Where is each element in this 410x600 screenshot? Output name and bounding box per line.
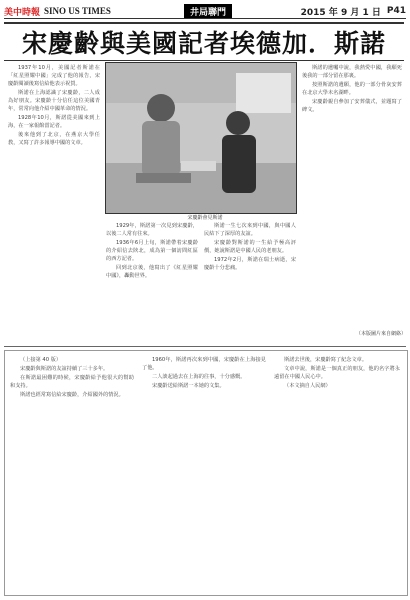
paragraph: 1937年10月，美國記者斯諾在「紅星照耀中國」完成了他的報告，宋慶齡閱讀後寫信給他表示祝賀。 — [8, 65, 100, 87]
page-number: P41 — [386, 6, 406, 16]
brand-cn: 美中時報 — [4, 7, 41, 18]
issue-date: 2015 年 9 月 1 日 — [300, 7, 381, 18]
paragraph: 宋慶齡對斯諾的一生給予極高評價，她說斯諾是中國人民的老朋友。 — [204, 240, 296, 254]
brand-en: SINO US TIMES — [44, 6, 111, 16]
paragraph: 按照斯諾的遺願，他的一部分骨灰安葬在北京大學未名湖畔。 — [302, 82, 402, 96]
continued-col-2 — [142, 356, 266, 588]
image-source-note: （本版圖片來自網絡） — [355, 331, 406, 337]
title-box — [4, 22, 404, 61]
paragraph: 斯諾一生七次來到中國，與中國人民結下了深厚的友誼。 — [204, 223, 296, 237]
page-header — [4, 4, 406, 19]
paragraph: 二人談起過去在上海的往事，十分感慨。 — [152, 374, 246, 380]
paragraph: 文章中說，斯諾是一個真正的朋友，他的名字將永遠留在中國人民心中。 — [274, 366, 400, 380]
paragraph: 1936年6月上旬，斯諾帶着宋慶齡的介紹信去陝北，成為第一個訪問紅區的西方記者。 — [106, 240, 198, 262]
article-col-3 — [204, 222, 296, 344]
continued-col-3 — [274, 356, 400, 588]
paragraph: 回到北京後，他寫出了《紅星照耀中國》，轟動世界。 — [106, 265, 198, 279]
paragraph: （上接第 40 版） — [20, 357, 62, 363]
paragraph: 1960年，斯諾再次來到中國，宋慶齡在上海接見了他。 — [142, 357, 266, 371]
paragraph: 斯諾在上海認識了宋慶齡，二人成為好朋友。宋慶齡十分信任這位美國青年，常常向他介紹中國革命的情況。 — [8, 90, 100, 112]
paragraph: 斯諾也經常寫信給宋慶齡，介紹國外的情況。 — [20, 392, 124, 398]
paragraph: 1929年，斯諾第一次見到宋慶齡，以後二人常有往來。 — [106, 223, 198, 237]
photo-caption: 宋慶齡會見斯諾 — [187, 215, 223, 221]
continued-col-1 — [10, 356, 134, 588]
paragraph: 斯諾去世後，宋慶齡寫了紀念文章。 — [284, 357, 368, 363]
paragraph: 後來他到了北京，在燕京大學任教，又寫了許多報導中國的文章。 — [8, 132, 100, 146]
section-divider — [4, 346, 406, 347]
paragraph: 在斯諾最困難的時候，宋慶齡給予他很大的幫助和支持。 — [10, 375, 134, 389]
paragraph: 宋慶齡送給斯諾一本她的文集。 — [152, 383, 225, 389]
article-col-2 — [106, 222, 198, 344]
article-title: 宋慶齡與美國記者埃德加．斯諾 — [21, 29, 386, 58]
section-label: 井局聯門 — [184, 4, 232, 18]
article-photo — [105, 62, 297, 214]
paragraph: （本文摘自人民網） — [284, 383, 331, 389]
paragraph: 宋慶齡親自參加了安葬儀式，並題寫了碑文。 — [302, 99, 402, 113]
paragraph: 宋慶齡與斯諾的友誼持續了三十多年。 — [20, 366, 109, 372]
photo-image — [106, 63, 296, 213]
paragraph: 1972年2月，斯諾在瑞士病逝，宋慶齡十分悲痛。 — [204, 257, 296, 271]
article-col-1 — [8, 64, 100, 344]
paragraph: 1928年10月，斯諾從美國來到上海，在一家報館當記者。 — [8, 115, 100, 129]
paragraph: 斯諾的遺囑中說，我熱愛中國，我願死後我的一部分留在那裏。 — [302, 65, 402, 79]
article-col-4 — [302, 64, 402, 326]
